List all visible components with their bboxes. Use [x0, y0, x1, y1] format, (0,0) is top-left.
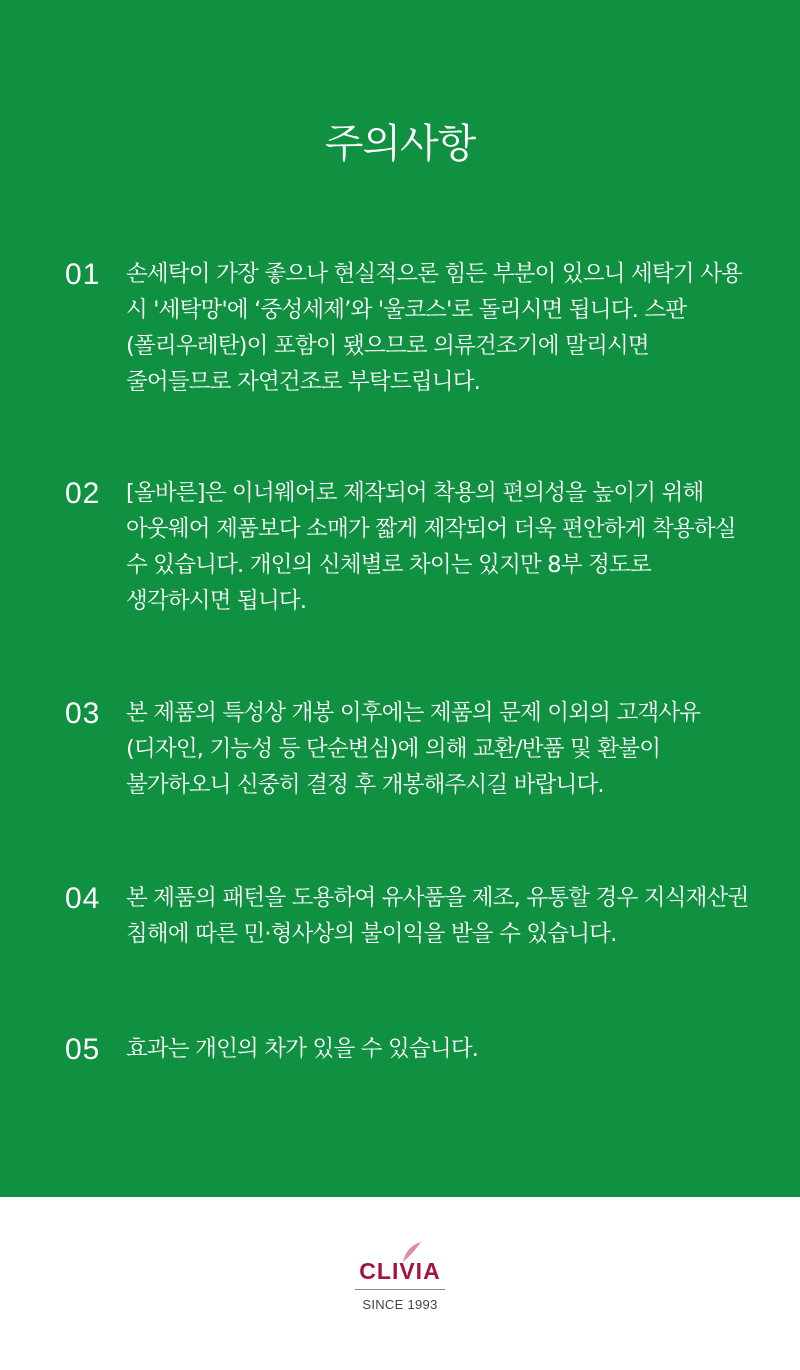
brand-footer — [0, 1197, 800, 1370]
notice-text: 본 제품의 특성상 개봉 이후에는 제품의 문제 이외의 고객사유 (디자인, 기능성 등 단순변심)에 의해 교환/반품 및 환불이 불가하오니 신중히 결정 후 개봉해주시길 바랍니다. — [126, 700, 701, 798]
notice-text: 효과는 개인의 차가 있을 수 있습니다. — [126, 1036, 479, 1062]
notice-number: 05 — [65, 1033, 101, 1066]
notice-text: [올바른]은 이너웨어로 제작되어 착용의 편의성을 높이기 위해 아웃웨어 제품보다 소매가 짧게 제작되어 더욱 편안하게 착용하실 수 있습니다. 개인의 신체별로 차이는 있지만 8부 정도로 생각하시면 됩니다. — [126, 480, 736, 614]
notice-number: 04 — [65, 882, 101, 915]
logo-tagline: SINCE 1993 — [362, 1297, 438, 1312]
notice-title: 주의사항 — [324, 121, 476, 167]
logo-wordmark: CLIVIA — [359, 1258, 441, 1284]
brand-logo — [340, 1240, 460, 1320]
notice-number: 02 — [65, 477, 101, 510]
notice-number: 01 — [65, 258, 101, 291]
notice-number: 03 — [65, 697, 101, 730]
notice-text: 손세탁이 가장 좋으나 현실적으론 힘든 부분이 있으니 세탁기 사용 시 '세탁망'에 ‘중성세제’와 '울코스'로 돌리시면 됩니다. 스판(폴리우레탄)이 포함이 됐으므로 의류건조기에 말리시면 줄어들므로 자연건조로 부탁드립니다. — [126, 261, 743, 395]
notice-text: 본 제품의 패턴을 도용하여 유사품을 제조, 유통할 경우 지식재산권 침해에 따른 민·형사상의 불이익을 받을 수 있습니다. — [126, 885, 749, 947]
logo-divider — [355, 1289, 445, 1290]
